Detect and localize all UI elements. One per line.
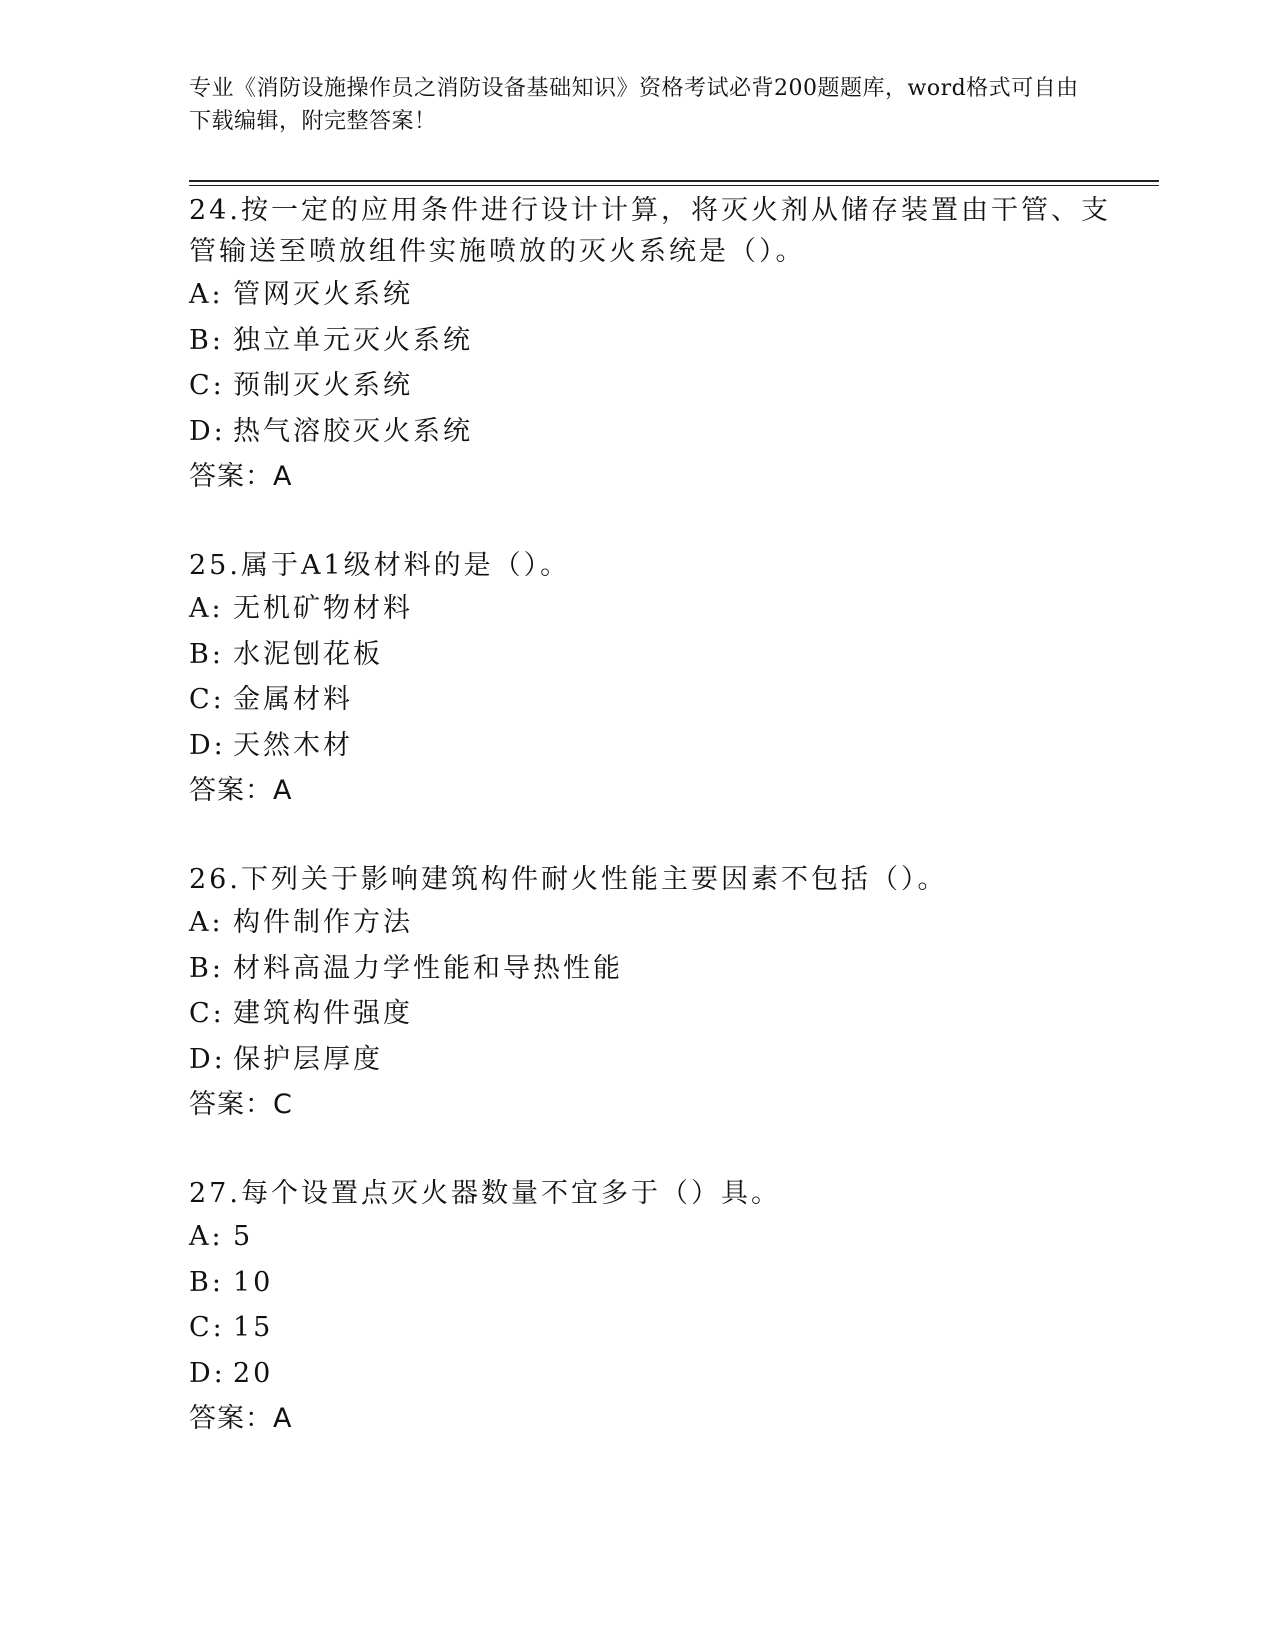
option-b	[189, 946, 1129, 992]
option-key: C:	[189, 370, 225, 401]
option-key: B:	[189, 638, 224, 670]
option-key: C:	[189, 1312, 225, 1343]
option-key: B:	[189, 1266, 224, 1298]
question-27	[189, 1173, 1129, 1441]
option-text: 建筑构件强度	[233, 998, 413, 1029]
answer-line: 答案：C	[189, 1089, 293, 1120]
option-text: 10	[233, 1266, 274, 1298]
option-text: 热气溶胶灭火系统	[233, 415, 473, 447]
option-key: A:	[189, 279, 224, 310]
option-text: 20	[233, 1357, 274, 1389]
option-text: 无机矿物材料	[233, 593, 413, 624]
question-list	[189, 190, 1129, 1441]
header-divider-thin	[189, 185, 1159, 186]
question-stem: 27.每个设置点灭火器数量不宜多于（）具。	[189, 1178, 781, 1209]
option-c	[189, 363, 1129, 409]
option-text: 构件制作方法	[233, 907, 413, 938]
option-a	[189, 900, 1129, 946]
option-key: C:	[189, 684, 225, 715]
header-divider-thick	[189, 180, 1159, 182]
option-text: 独立单元灭火系统	[233, 324, 473, 356]
option-d	[189, 1351, 1129, 1397]
option-c	[189, 991, 1129, 1037]
question-24	[189, 190, 1129, 499]
option-text: 天然木材	[233, 729, 353, 761]
question-spacer	[189, 813, 1129, 859]
question-spacer	[189, 499, 1129, 545]
option-text: 水泥刨花板	[233, 638, 383, 670]
option-text: 15	[233, 1312, 274, 1343]
answer-line: 答案：A	[189, 775, 293, 806]
question-25	[189, 545, 1129, 813]
question-stem: 24.按一定的应用条件进行设计计算，将灭火剂从储存装置由干管、支管输送至喷放组件实施喷放的灭火系统是（）。	[189, 195, 1111, 267]
option-a	[189, 586, 1129, 632]
option-key: D:	[189, 1043, 226, 1075]
option-key: D:	[189, 415, 226, 447]
option-text: 5	[233, 1221, 254, 1252]
document-intro: 专业《消防设施操作员之消防设备基础知识》资格考试必背200题题库，word格式可自由下载编辑，附完整答案！	[189, 76, 1079, 134]
option-d	[189, 723, 1129, 769]
option-c	[189, 1305, 1129, 1351]
option-a	[189, 272, 1129, 318]
option-text: 管网灭火系统	[233, 279, 413, 310]
option-key: A:	[189, 907, 224, 938]
question-26	[189, 859, 1129, 1127]
answer-line: 答案：A	[189, 1403, 293, 1434]
question-spacer	[189, 1127, 1129, 1173]
option-key: C:	[189, 998, 225, 1029]
question-stem: 25.属于A1级材料的是（）。	[189, 550, 571, 581]
option-a	[189, 1214, 1129, 1260]
option-key: A:	[189, 1221, 224, 1252]
option-d	[189, 409, 1129, 455]
option-key: B:	[189, 324, 224, 356]
option-text: 材料高温力学性能和导热性能	[233, 952, 623, 984]
option-text: 预制灭火系统	[233, 370, 413, 401]
option-d	[189, 1037, 1129, 1083]
option-key: A:	[189, 593, 224, 624]
option-b	[189, 1260, 1129, 1306]
option-c	[189, 677, 1129, 723]
option-b	[189, 632, 1129, 678]
option-key: D:	[189, 1357, 226, 1389]
option-key: B:	[189, 952, 224, 984]
answer-line: 答案：A	[189, 461, 293, 492]
option-text: 保护层厚度	[233, 1043, 383, 1075]
option-b	[189, 318, 1129, 364]
option-text: 金属材料	[233, 684, 353, 715]
question-stem: 26.下列关于影响建筑构件耐火性能主要因素不包括（）。	[189, 864, 948, 895]
option-key: D:	[189, 729, 226, 761]
